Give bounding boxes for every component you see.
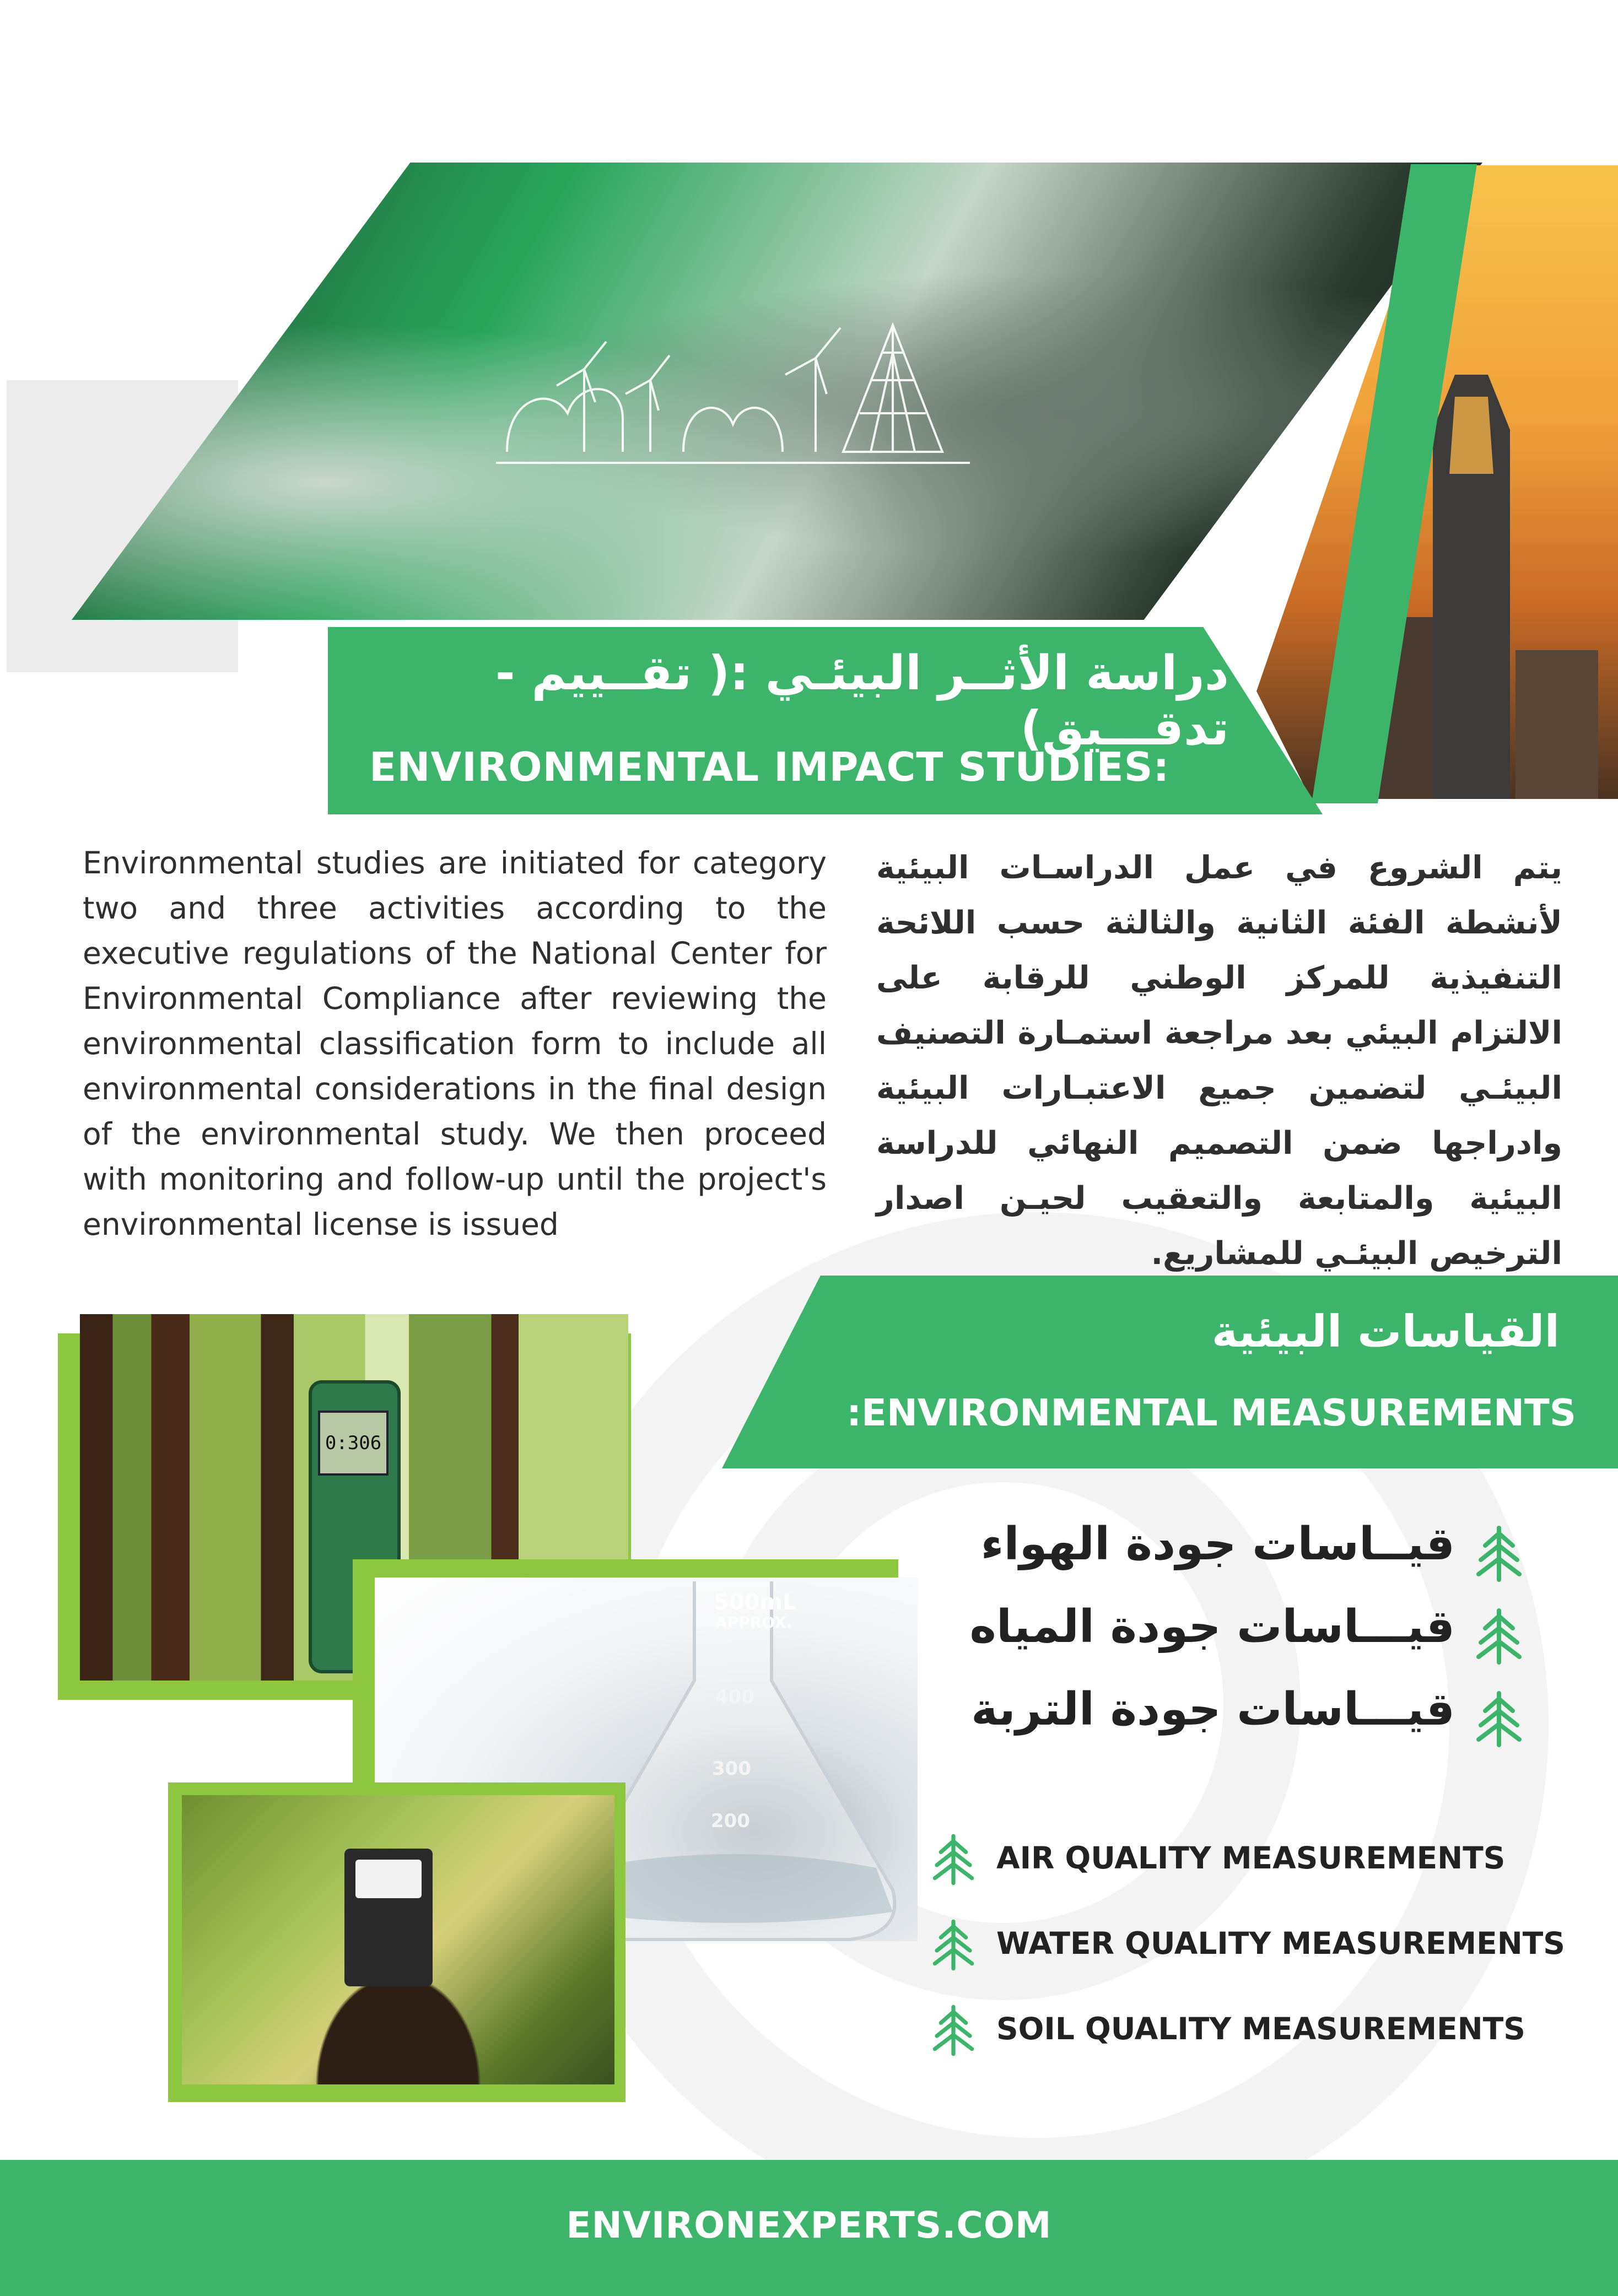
website-link[interactable]: ENVIRONEXPERTS.COM	[566, 2204, 1052, 2246]
intro-paragraph-english: Environmental studies are initiated for category two and three activities according to the executive regulations of the National Center for Environmental Compliance after reviewing the environmental classification form to include all environmental considerations in the final design of the environmental study. We then proceed with monitoring and follow-up until the project's environmental license is issued	[83, 845, 827, 1242]
soil-meter-dial	[355, 1860, 422, 1898]
list-item-english: SOIL QUALITY MEASUREMENTS	[996, 2011, 1525, 2046]
tree-icon	[1469, 1606, 1529, 1667]
soil-meter	[344, 1849, 433, 1986]
flask-label-300: 300	[712, 1758, 751, 1780]
flask-label-200: 200	[711, 1810, 750, 1832]
list-item-english: AIR QUALITY MEASUREMENTS	[996, 1840, 1506, 1876]
measurements-banner	[722, 1276, 1618, 1468]
tree-icon	[926, 1832, 981, 1887]
list-item-english: WATER QUALITY MEASUREMENTS	[996, 1926, 1565, 1961]
measurements-title-english: :ENVIRONMENTAL MEASUREMENTS	[846, 1391, 1576, 1434]
measurements-title-arabic: القياسات البيئية	[1211, 1306, 1560, 1357]
tree-icon	[1469, 1689, 1529, 1749]
tree-icon	[1469, 1524, 1529, 1584]
intro-paragraph-arabic: يتم الشروع في عمل الدراسـات البيئية لأنشطة الفئة الثانية والثالثة حسب اللائحة التنفيذية للمركز الوطني للرقابة على الالتزام البيئي بعد مراجعة استمـارة التصنيف البيئـي لتضمين جميع الاعتبـارات البيئية وادراجها ضمن التصميم النهائي للدراسة البيئية والمتابعة والتعقيب لحيـن اصدار الترخيص البيئـي للمشاريع.	[876, 850, 1562, 1272]
list-item-arabic: قيــاسات جودة الهواء	[980, 1518, 1455, 1570]
tree-icon	[926, 2003, 981, 2058]
flask-label-approx: APPROX.	[715, 1613, 792, 1631]
tree-icon	[926, 1917, 981, 1973]
flask-label-volume: 500mL	[714, 1590, 797, 1615]
flask-label-400: 400	[715, 1686, 754, 1708]
page-title-arabic: دراسة الأثــر البيئـي :( تقــييم - تدقـــيق)	[495, 646, 1229, 756]
page-title-english: ENVIRONMENTAL IMPACT STUDIES:	[369, 744, 1170, 790]
eco-sketch-illustration	[485, 287, 981, 496]
list-item-arabic: قيـــاسات جودة التربة	[971, 1683, 1455, 1736]
list-item-arabic: قيـــاسات جودة المياه	[969, 1601, 1455, 1653]
meter-display: 0:306	[318, 1411, 389, 1476]
